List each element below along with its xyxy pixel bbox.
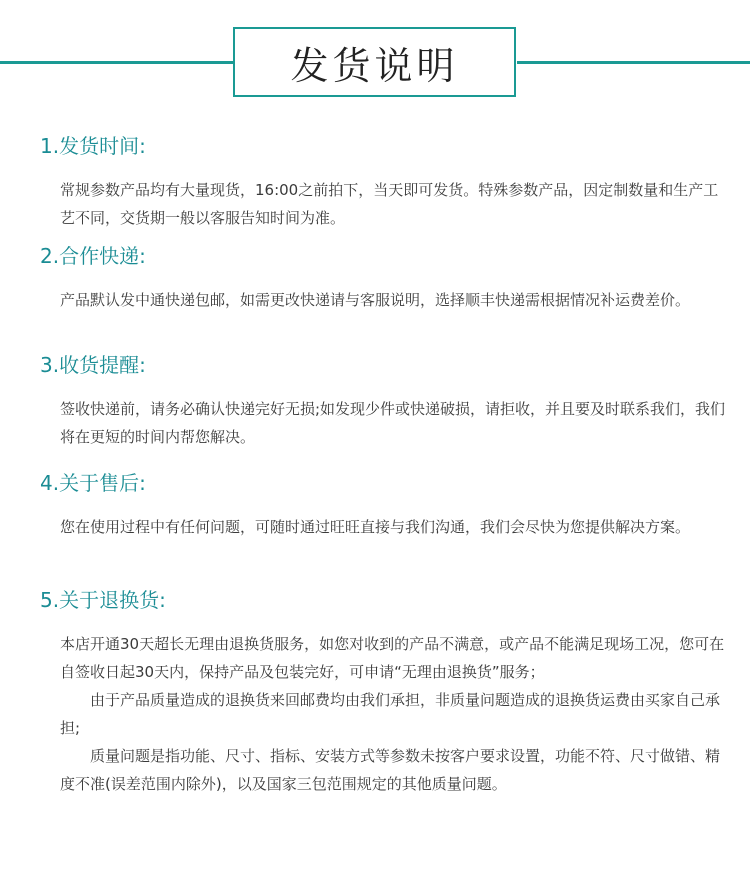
section-paragraph: 您在使用过程中有任何问题，可随时通过旺旺直接与我们沟通，我们会尽快为您提供解决方案。 [60, 518, 691, 536]
section-courier [40, 242, 730, 314]
section-body [40, 286, 730, 314]
section-body [40, 513, 730, 541]
section-heading: 4.关于售后: [40, 471, 146, 495]
header-divider-right [517, 61, 750, 64]
section-paragraph: 常规参数产品均有大量现货，16:00之前拍下，当天即可发货。特殊参数产品，因定制数量和生产工艺不同，交货期一般以客服告知时间为准。 [60, 181, 719, 227]
section-heading: 5.关于退换货: [40, 588, 166, 612]
section-paragraph: 质量问题是指功能、尺寸、指标、安装方式等参数未按客户要求设置，功能不符、尺寸做错、精度不准(误差范围内除外)，以及国家三包范围规定的其他质量问题。 [60, 747, 721, 793]
page-header [0, 0, 750, 110]
section-receipt-reminder [40, 351, 730, 451]
title-box [233, 27, 516, 97]
section-body [40, 395, 730, 451]
section-paragraph: 签收快递前，请务必确认快递完好无损;如发现少件或快递破损，请拒收，并且要及时联系我们，我们将在更短的时间内帮您解决。 [60, 400, 726, 446]
section-heading: 1.发货时间: [40, 134, 146, 158]
page-title: 发货说明 [290, 43, 459, 88]
header-divider-left [0, 61, 236, 64]
section-paragraph: 本店开通30天超长无理由退换货服务，如您对收到的产品不满意，或产品不能满足现场工况，您可在自签收日起30天内，保持产品及包装完好，可申请“无理由退换货”服务； [60, 635, 725, 681]
section-heading: 3.收货提醒: [40, 353, 146, 377]
section-paragraph: 产品默认发中通快递包邮，如需更改快递请与客服说明，选择顺丰快递需根据情况补运费差价。 [60, 291, 691, 309]
section-heading: 2.合作快递: [40, 244, 146, 268]
section-after-sales [40, 469, 730, 541]
section-body [40, 176, 730, 232]
section-shipping-time [40, 132, 730, 232]
section-returns [40, 586, 730, 798]
section-paragraph: 由于产品质量造成的退换货来回邮费均由我们承担，非质量问题造成的退换货运费由买家自己承担; [60, 691, 721, 737]
section-body [40, 630, 730, 798]
